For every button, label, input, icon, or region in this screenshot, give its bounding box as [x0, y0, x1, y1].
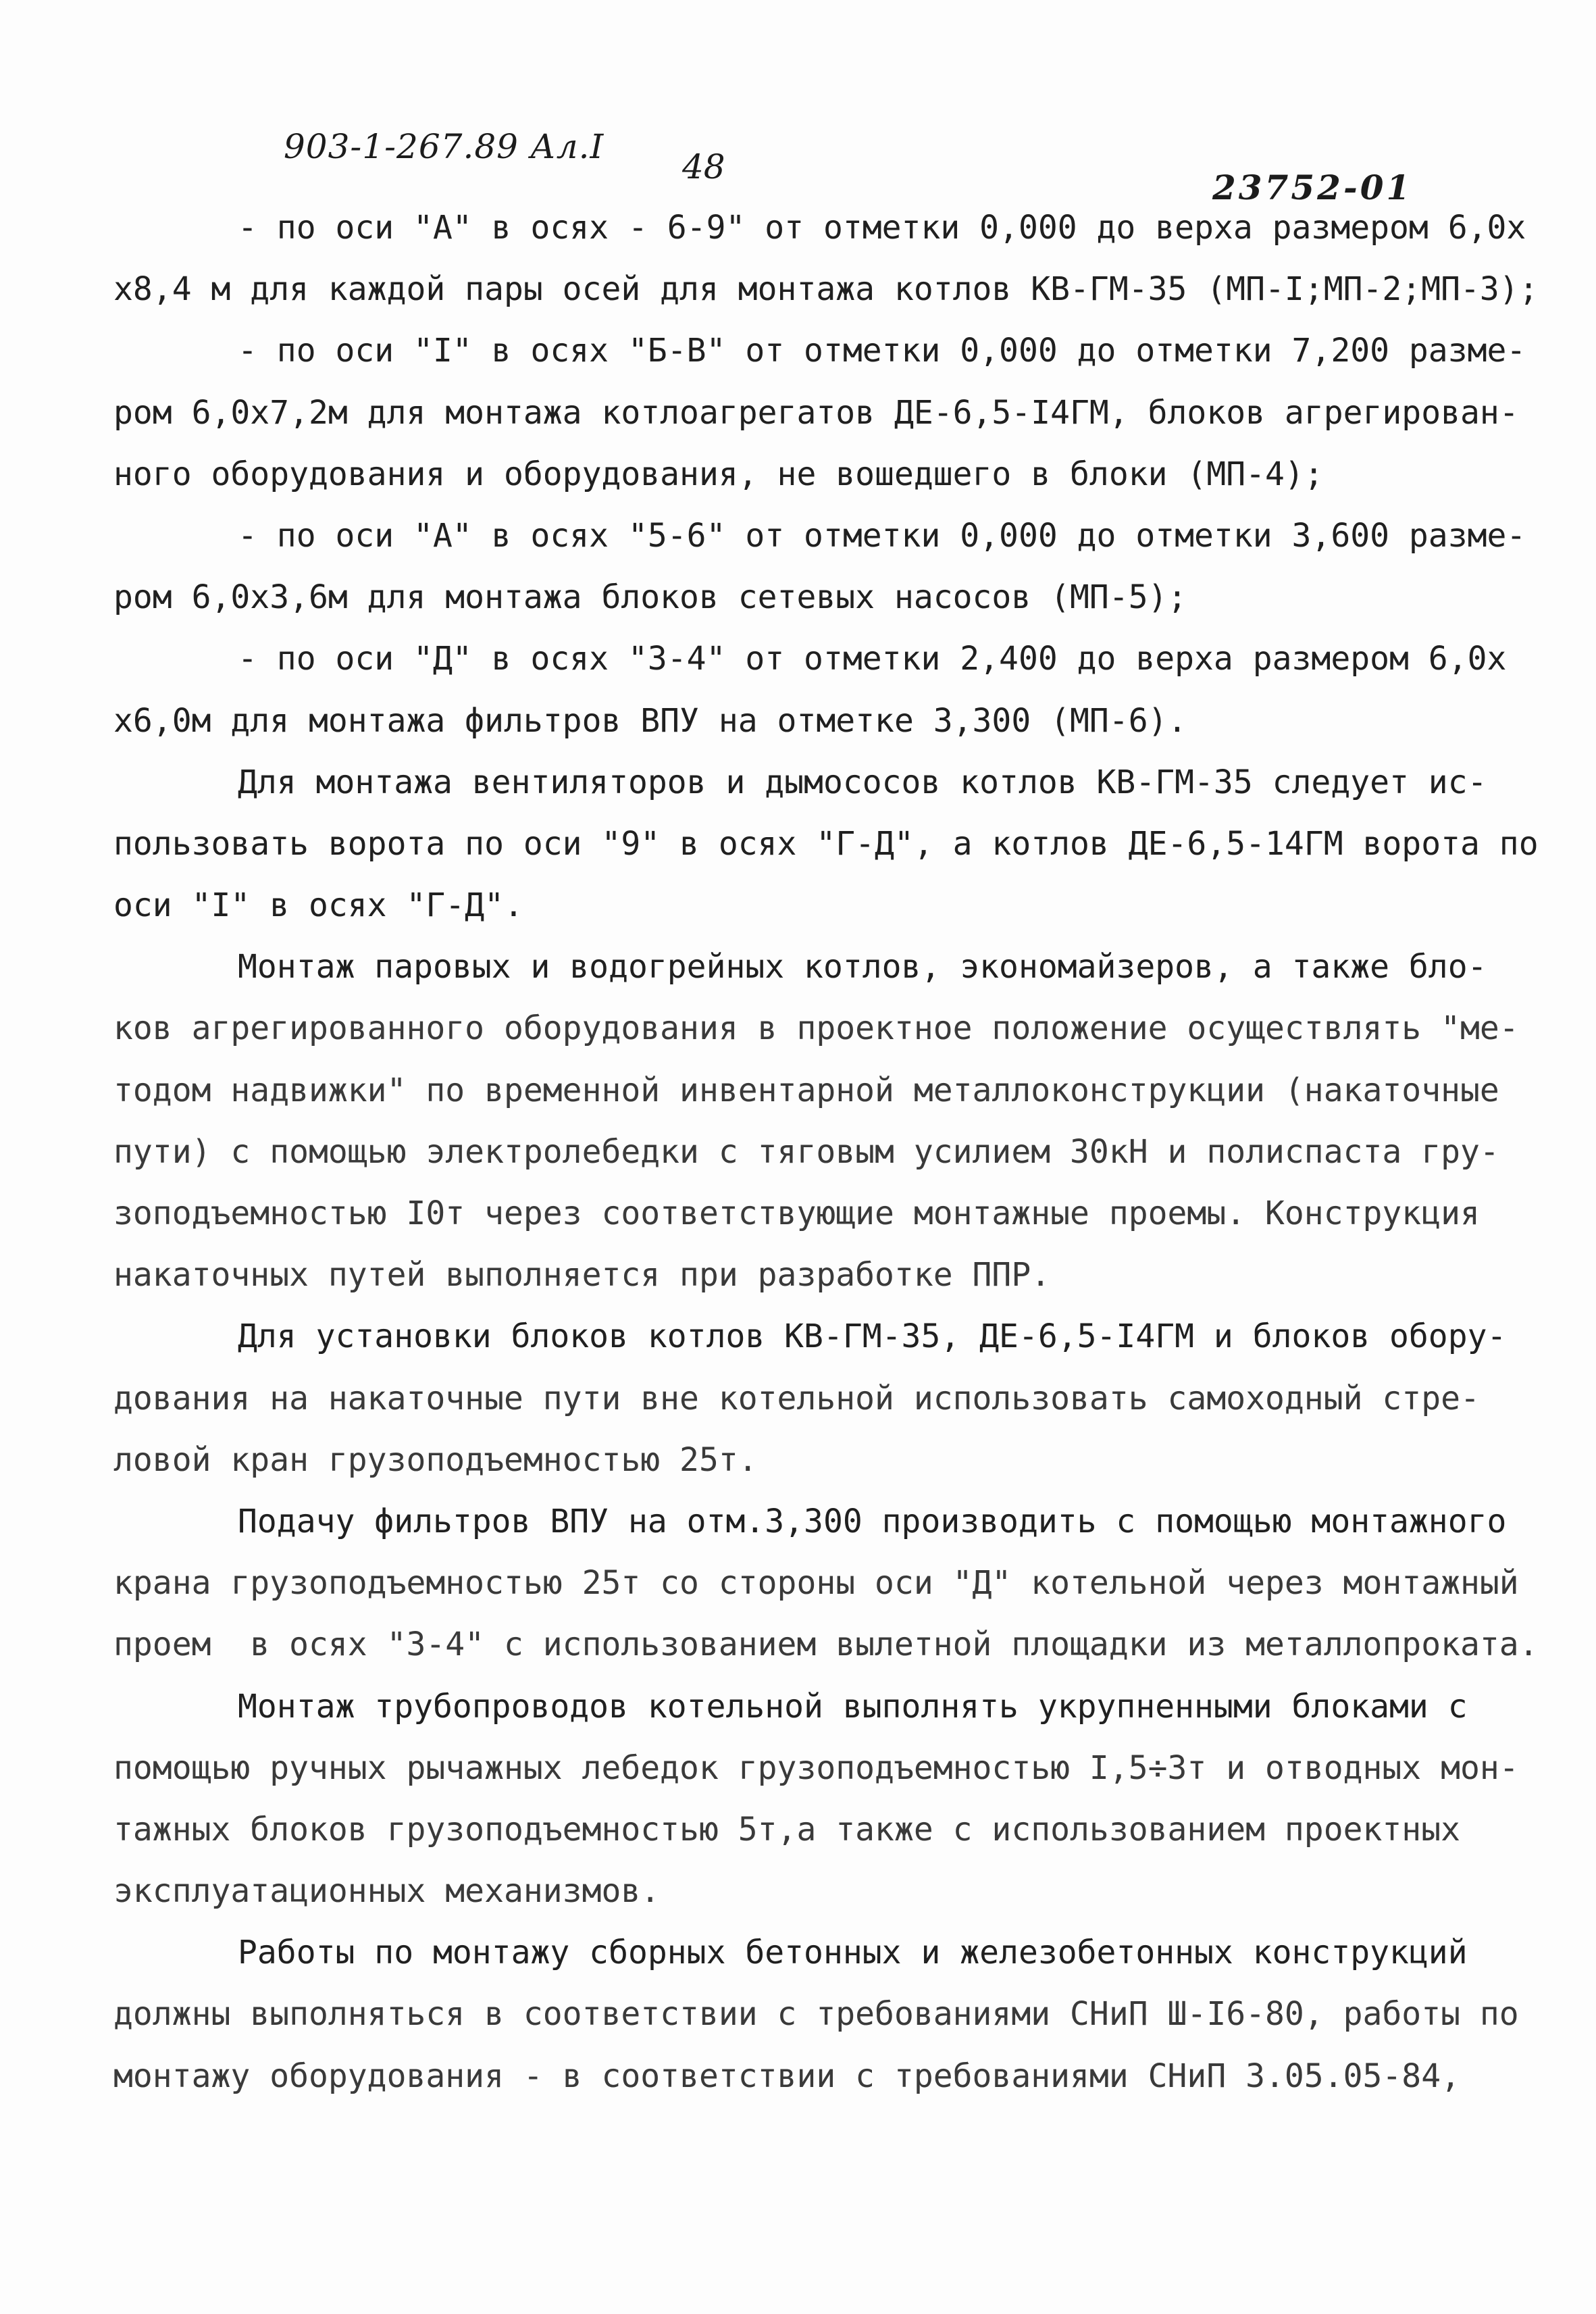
- text-line: ловой кран грузоподъемностью 25т.: [113, 1440, 758, 1479]
- text-line: помощью ручных рычажных лебедок грузоподъемностью I,5÷3т и отводных мон-: [113, 1749, 1519, 1787]
- text-line: Для установки блоков котлов КВ-ГМ-35, ДЕ-6,5-I4ГМ и блоков обору-: [238, 1317, 1507, 1356]
- text-line: Работы по монтажу сборных бетонных и железобетонных конструкций: [238, 1934, 1468, 1972]
- text-line: накаточных путей выполняется при разработке ППР.: [113, 1256, 1051, 1294]
- text-line: ков агрегированного оборудования в проектное положение осуществлять "ме-: [113, 1009, 1519, 1048]
- text-line: - по оси "I" в осях "Б-В" от отметки 0,000 до отметки 7,200 разме-: [238, 332, 1526, 370]
- text-line: дования на накаточные пути вне котельной использовать самоходный стре-: [113, 1379, 1480, 1417]
- text-line: Подачу фильтров ВПУ на отм.3,300 производить с помощью монтажного: [238, 1502, 1507, 1540]
- text-line: эксплуатационных механизмов.: [113, 1872, 661, 1911]
- text-line: монтажу оборудования - в соответствии с требованиями СНиП 3.05.05-84,: [113, 2057, 1460, 2095]
- text-line: Монтаж трубопроводов котельной выполнять укрупненными блоками с: [238, 1687, 1468, 1726]
- text-line: должны выполняться в соответствии с требованиями СНиП Ш-I6-80, работы по: [113, 1995, 1519, 2034]
- sheet-code: 23752-01: [1212, 168, 1413, 207]
- document-code: 903-1-267.89 Ал.I: [284, 127, 604, 166]
- page-number: 48: [682, 147, 725, 186]
- text-line: крана грузоподъемностью 25т со стороны оси "Д" котельной через монтажный: [113, 1564, 1519, 1603]
- text-line: Монтаж паровых и водогрейных котлов, экономайзеров, а также бло-: [238, 948, 1487, 986]
- text-line: ного оборудования и оборудования, не вошедшего в блоки (МП-4);: [113, 455, 1324, 493]
- text-line: х6,0м для монтажа фильтров ВПУ на отметке 3,300 (МП-6).: [113, 701, 1187, 740]
- text-line: пользовать ворота по оси "9" в осях "Г-Д", а котлов ДЕ-6,5-14ГМ ворота по: [113, 824, 1539, 863]
- text-line: зоподъемностью I0т через соответствующие монтажные проемы. Конструкция: [113, 1194, 1480, 1232]
- text-line: - по оси "А" в осях "5-6" от отметки 0,000 до отметки 3,600 разме-: [238, 516, 1526, 555]
- text-line: х8,4 м для каждой пары осей для монтажа котлов КВ-ГМ-35 (МП-I;МП-2;МП-3);: [113, 270, 1539, 309]
- text-line: - по оси "Д" в осях "3-4" от отметки 2,400 до верха размером 6,0х: [238, 640, 1507, 678]
- text-line: тодом надвижки" по временной инвентарной металлоконструкции (накаточные: [113, 1071, 1499, 1109]
- text-line: пути) с помощью электролебедки с тяговым усилием 30кН и полиспаста гру-: [113, 1132, 1499, 1171]
- text-line: Для монтажа вентиляторов и дымососов котлов КВ-ГМ-35 следует ис-: [238, 763, 1487, 801]
- text-line: ром 6,0х3,6м для монтажа блоков сетевых насосов (МП-5);: [113, 578, 1187, 617]
- body-text: [113, 197, 1539, 2107]
- text-line: проем в осях "3-4" с использованием вылетной площадки из металлопроката.: [113, 1626, 1539, 1664]
- text-line: тажных блоков грузоподъемностью 5т,а также с использованием проектных: [113, 1810, 1460, 1848]
- text-line: ром 6,0х7,2м для монтажа котлоагрегатов ДЕ-6,5-I4ГМ, блоков агрегирован-: [113, 393, 1519, 432]
- text-line: - по оси "А" в осях - 6-9" от отметки 0,000 до верха размером 6,0х: [238, 209, 1526, 247]
- text-line: оси "I" в осях "Г-Д".: [113, 886, 523, 925]
